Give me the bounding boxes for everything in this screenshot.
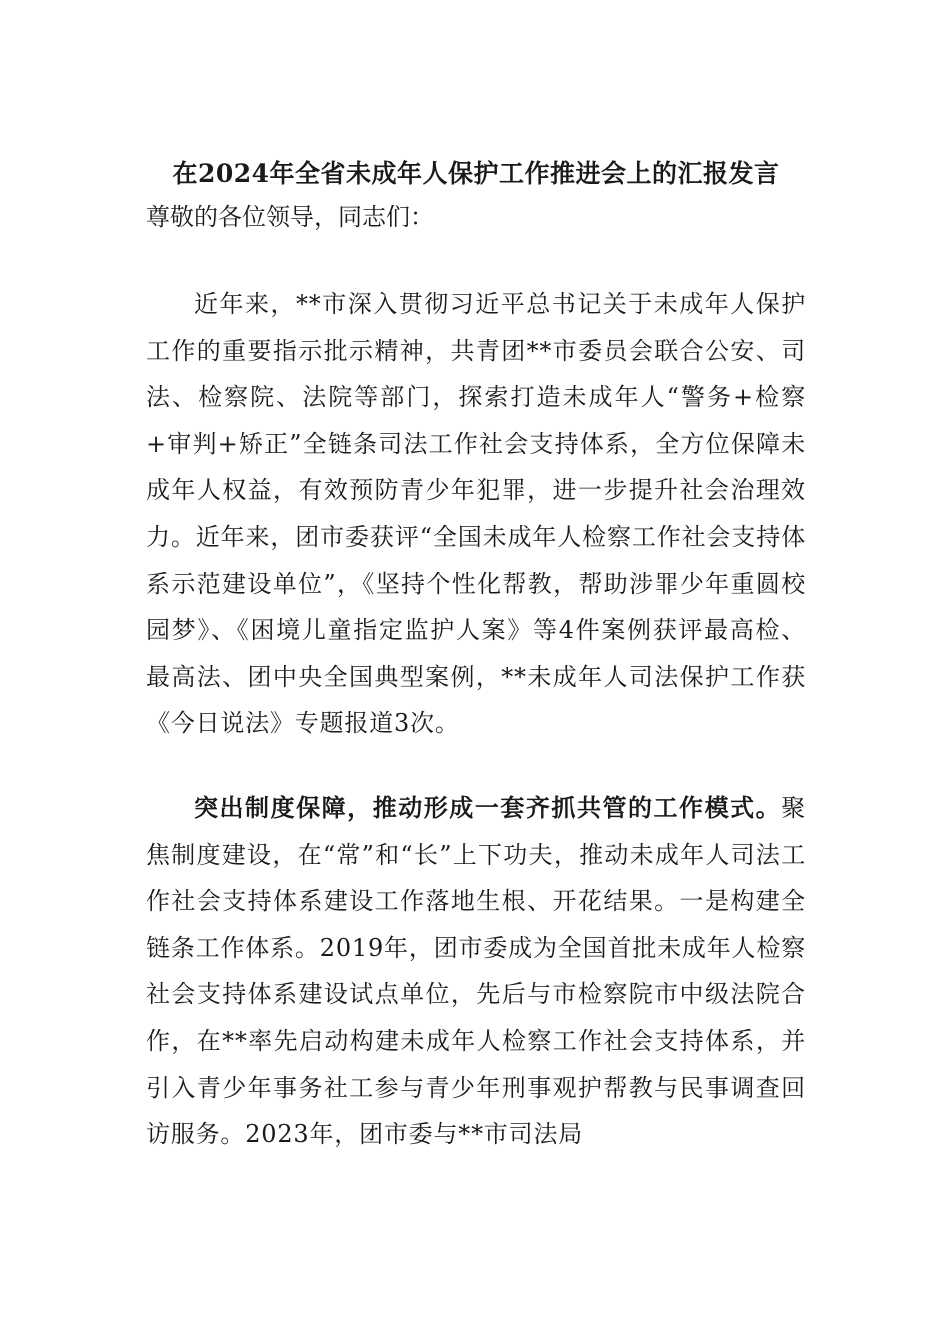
paragraph-intro-text: 近年来，**市深入贯彻习近平总书记关于未成年人保护工作的重要指示批示精神，共青团**市委员会联合公安、司法、检察院、法院等部门，探索打造未成年人“警务+检察+审判+矫正”全链条司法工作社会支持体系，全方位保障未成年人权益，有效预防青少年犯罪，进一步提升社会治理效力。近年来，团市委获评“全国未成年人检察工作社会支持体系示范建设单位”，《坚持个性化帮教，帮助涉罪少年重圆校园梦》、《困境儿童指定监护人案》等4件案例获评最高检、最高法、团中央全国典型案例，**未成年人司法保护工作获《今日说法》专题报道3次。: [146, 290, 806, 738]
paragraph-lead-heading: 突出制度保障，推动形成一套齐抓共管的工作模式。: [194, 793, 782, 822]
paragraph-intro: [146, 281, 806, 747]
paragraph-body-text: 聚焦制度建设，在“常”和“长”上下功夫，推动未成年人司法工作社会支持体系建设工作落地生根、开花结果。一是构建全链条工作体系。2019年，团市委成为全国首批未成年人检察社会支持体系建设试点单位，先后与市检察院市中级法院合作，在**率先启动构建未成年人检察工作社会支持体系，并引入青少年事务社工参与青少年刑事观护帮教与民事调查回访服务。2023年，团市委与**市司法局: [146, 794, 806, 1149]
paragraph-institutional-guarantee: [146, 785, 806, 1158]
salutation: 尊敬的各位领导，同志们：: [146, 203, 434, 231]
document-title: 在2024年全省未成年人保护工作推进会上的汇报发言: [172, 159, 780, 188]
